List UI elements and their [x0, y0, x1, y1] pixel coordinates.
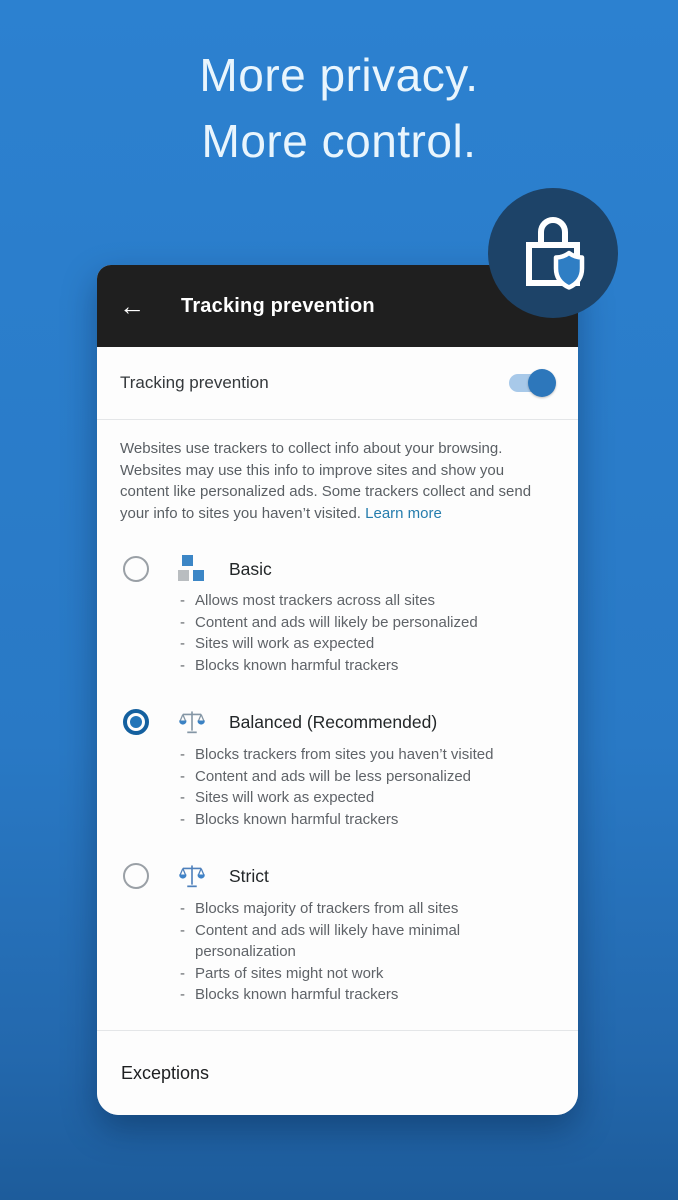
tracking-prevention-toggle[interactable]: [509, 374, 553, 392]
bullet-item: [180, 898, 558, 920]
description-text: [97, 420, 578, 524]
exceptions-row[interactable]: [97, 1030, 578, 1115]
bullet-dash: -: [180, 767, 185, 785]
hero-title-line2: More control.: [201, 115, 477, 167]
option-strict-header[interactable]: [97, 861, 578, 891]
page-title: Tracking prevention: [181, 294, 375, 317]
option-balanced-header[interactable]: [97, 707, 578, 737]
tracking-prevention-panel: [97, 265, 578, 1115]
bullet-item: [180, 766, 558, 788]
bullet-dash: -: [180, 613, 185, 631]
bullet-dash: -: [180, 986, 185, 1003]
bullet-text: Blocks known harmful trackers: [195, 986, 399, 1003]
back-arrow-icon[interactable]: ←: [119, 291, 145, 321]
option-strict-bullets: [180, 898, 558, 1006]
option-strict-label: Strict: [229, 865, 269, 886]
option-basic-label: Basic: [229, 558, 272, 579]
bullet-item: [180, 744, 558, 766]
balance-scales-icon: [177, 707, 207, 737]
bullet-dash: -: [180, 810, 185, 828]
bullet-text: Blocks trackers from sites you haven’t visited: [195, 746, 494, 763]
bullet-text: Sites will work as expected: [195, 635, 375, 652]
bullet-text: Blocks known harmful trackers: [195, 810, 399, 828]
bullet-text: Blocks majority of trackers from all sites: [195, 900, 459, 917]
bullet-dash: -: [180, 964, 185, 982]
hero-title-line1: More privacy.: [199, 49, 479, 101]
bullet-text: Content and ads will be less personalized: [195, 767, 471, 785]
bullet-item: [180, 612, 558, 634]
bullet-dash: -: [180, 656, 185, 674]
option-basic-header[interactable]: [97, 555, 578, 583]
blocks-squares-icon: [177, 555, 207, 583]
lock-shield-badge: [488, 188, 618, 318]
lock-shield-icon: [515, 211, 591, 295]
option-balanced: [97, 707, 578, 830]
bullet-dash: -: [180, 635, 185, 652]
bullet-item: [180, 920, 558, 963]
bullet-dash: -: [180, 921, 185, 939]
radio-basic[interactable]: [123, 556, 149, 582]
bullet-text: Allows most trackers across all sites: [195, 592, 436, 609]
bullet-text: Content and ads will likely be personalized: [195, 613, 478, 631]
exceptions-label: Exceptions: [121, 1062, 210, 1083]
bullet-item: [180, 963, 558, 985]
toggle-knob: [528, 369, 556, 397]
option-basic-bullets: [180, 590, 558, 676]
description-body: Websites use trackers to collect info about your browsing. Websites may use this info to improve sites and show you content like personalized ads. Some trackers collect and send your info to sites you haven’t visited.: [120, 440, 532, 522]
toggle-label: Tracking prevention: [120, 373, 269, 392]
bullet-text: Blocks known harmful trackers: [195, 656, 399, 674]
option-balanced-label: Balanced (Recommended): [229, 711, 438, 732]
radio-strict[interactable]: [123, 863, 149, 889]
balance-scales-icon: [177, 861, 207, 891]
option-basic: [97, 555, 578, 676]
option-balanced-bullets: [180, 744, 558, 830]
bullet-text: Sites will work as expected: [195, 789, 375, 806]
bullet-item: [180, 984, 558, 1006]
tracking-prevention-toggle-row[interactable]: [97, 347, 578, 420]
hero-title: [0, 42, 678, 174]
bullet-dash: -: [180, 900, 185, 917]
learn-more-link[interactable]: Learn more: [365, 504, 442, 522]
option-strict: [97, 861, 578, 1006]
bullet-dash: -: [180, 592, 185, 609]
bullet-item: [180, 633, 558, 655]
radio-balanced[interactable]: [123, 709, 149, 735]
bullet-item: [180, 655, 558, 677]
bullet-text: Content and ads will likely have minimal personalization: [195, 921, 461, 960]
bullet-dash: -: [180, 789, 185, 806]
bullet-item: [180, 590, 558, 612]
bullet-item: [180, 809, 558, 831]
bullet-item: [180, 787, 558, 809]
bullet-text: Parts of sites might not work: [195, 964, 384, 982]
bullet-dash: -: [180, 746, 185, 763]
